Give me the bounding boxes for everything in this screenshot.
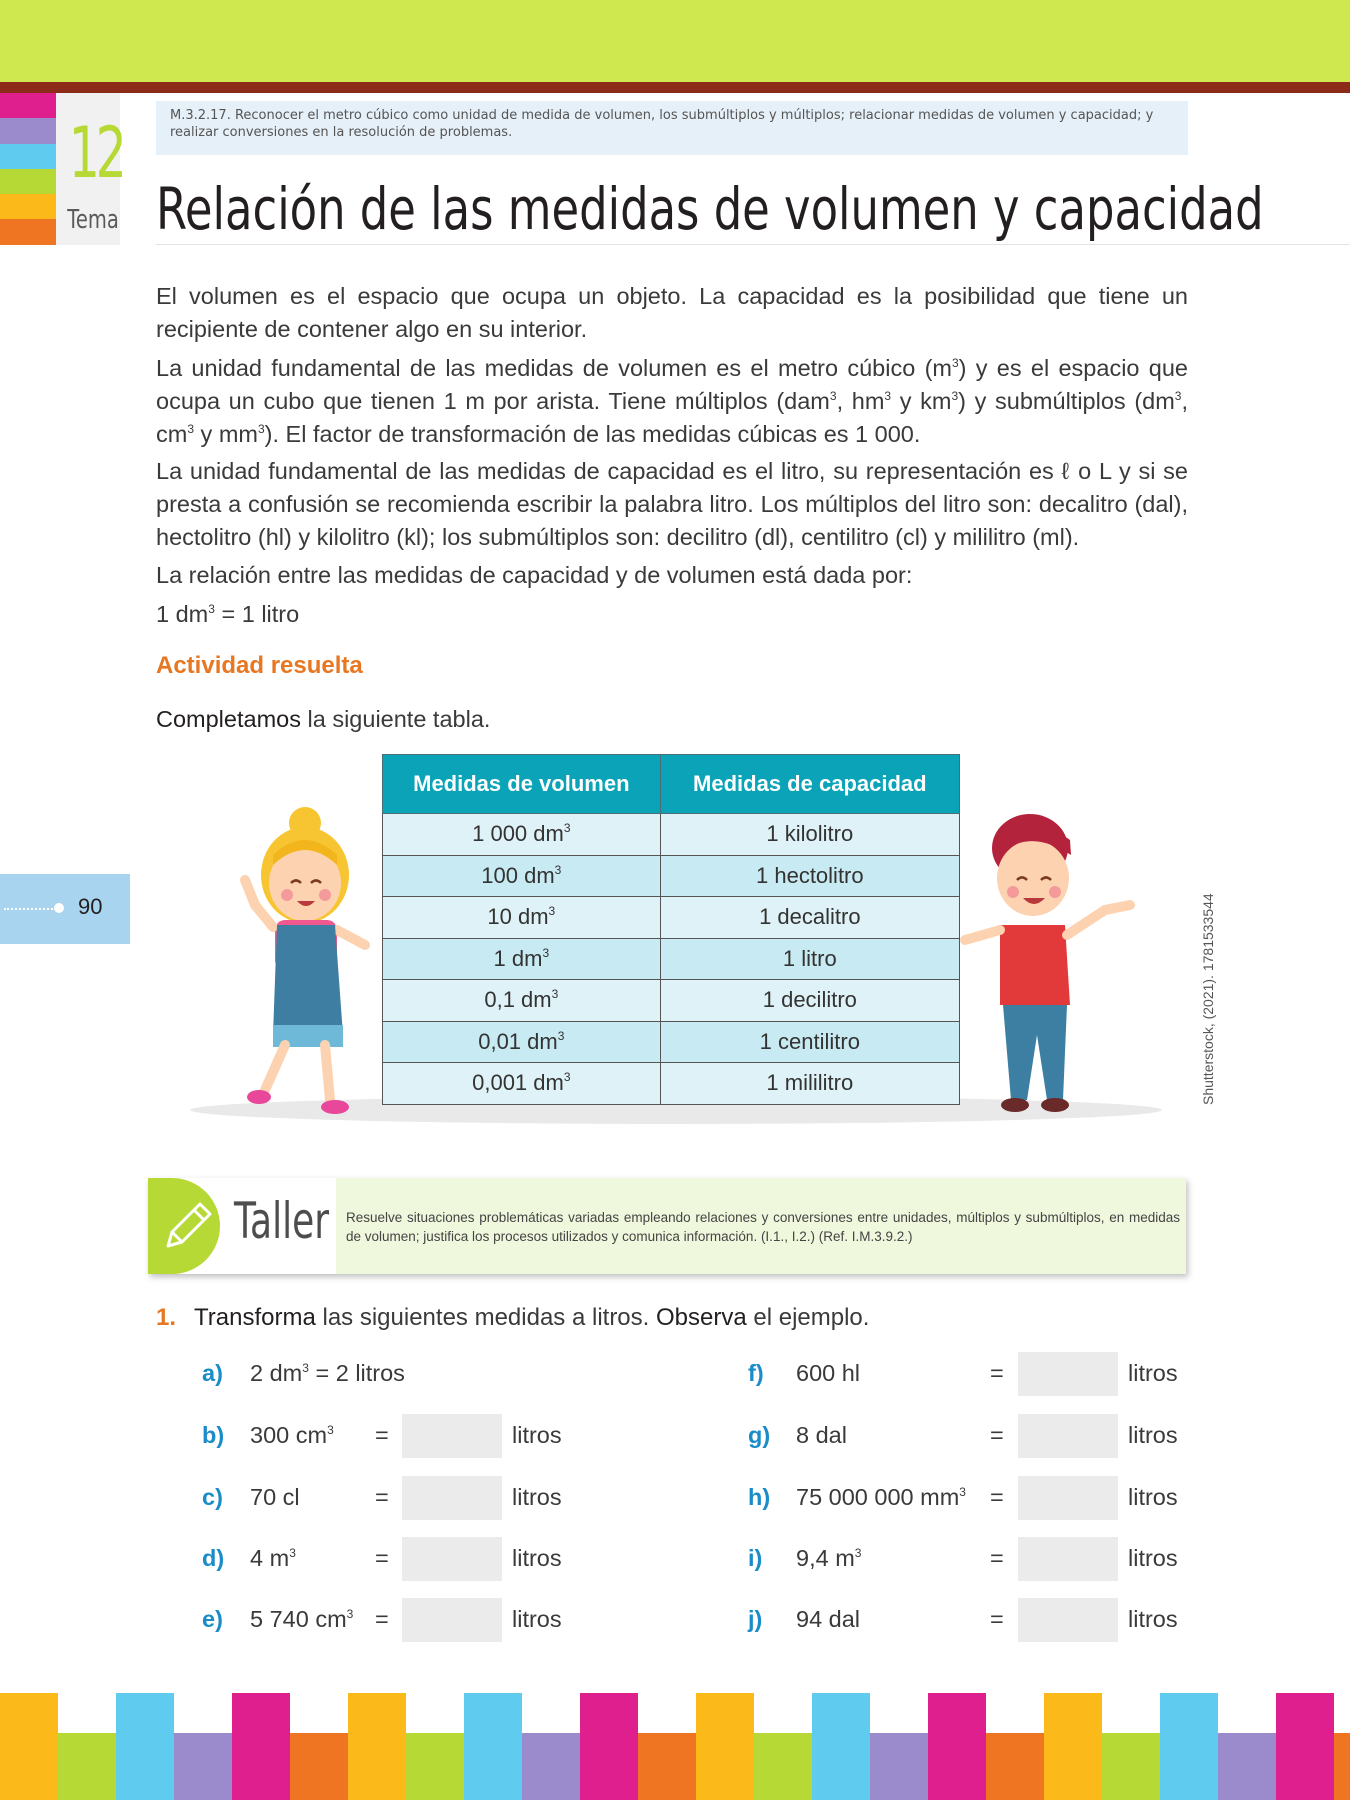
example-expression: 2 $dm^3 = 2$ litros bbox=[250, 1360, 405, 1386]
answer-input[interactable] bbox=[1018, 1537, 1118, 1581]
answer-input[interactable] bbox=[402, 1537, 502, 1581]
volume-cell: 10 $dm^3$ bbox=[383, 897, 661, 939]
tema-color-strip bbox=[0, 93, 56, 245]
answer-input[interactable] bbox=[402, 1598, 502, 1642]
paragraph-volume-capacity: El volumen es el espacio que ocupa un objeto. La capacidad es la posibilidad que tiene un recipiente de contener algo en su interior. bbox=[156, 283, 1188, 342]
capacity-cell: 1 litro bbox=[660, 938, 959, 980]
capacity-cell: 1 hectolitro bbox=[660, 855, 959, 897]
paragraph-liter: La unidad fundamental de las medidas de capacidad es el litro, su representación es ℓ o L y si se presta a confusión se recomienda escribir la palabra litro. Los múltiplos del litro son: decalitro (dal), hectolitro (hl) y kilolitro (kl); los submúltiplos son: decilitro (dl), centilitro (cl) y mililitro (ml). bbox=[156, 458, 1188, 550]
volume-cell: 1 000 $dm^3$ bbox=[383, 814, 661, 856]
exercise-item-c: c) 70 cl = litros bbox=[202, 1476, 602, 1520]
table-row bbox=[383, 938, 960, 980]
taller-description: Resuelve situaciones problemáticas variadas empleando relaciones y conversiones entre unidades, múltiplos y submúltiplos, en medidas de volumen; justifica los procesos utilizados y comunica información. (I.1., I.2.) (Ref. I.M.3.9.2.) bbox=[346, 1210, 1180, 1244]
table-row bbox=[383, 897, 960, 939]
paragraph-relation: La relación entre las medidas de capacidad y de volumen está dada por: bbox=[156, 562, 913, 588]
answer-input[interactable] bbox=[402, 1476, 502, 1520]
exercise-item-h: h) 75 000 000 $mm^3$ = litros bbox=[748, 1476, 1188, 1520]
exercise-item-f: f) 600 hl = litros bbox=[748, 1352, 1188, 1396]
taller-box bbox=[148, 1178, 1186, 1274]
capacity-cell: 1 mililitro bbox=[660, 1063, 959, 1105]
exercise-item-d: d) 4 $m^3$ = litros bbox=[202, 1537, 602, 1581]
capacity-cell: 1 decilitro bbox=[660, 980, 959, 1022]
volume-capacity-table bbox=[382, 754, 960, 1105]
image-credit: Shutterstock, (2021). 1781533544 bbox=[1200, 893, 1216, 1105]
relation-formula: 1 $dm^3 = 1$ litro bbox=[156, 601, 300, 627]
page-number-tab bbox=[0, 874, 130, 944]
title-rule bbox=[156, 244, 1350, 245]
tema-number: 12 bbox=[68, 112, 123, 194]
table-row bbox=[383, 1063, 960, 1105]
top-divider bbox=[0, 82, 1350, 93]
volume-cell: 0,1 $dm^3$ bbox=[383, 980, 661, 1022]
boy-illustration bbox=[955, 800, 1145, 1120]
activity-instruction: Completamos la siguiente tabla. bbox=[156, 706, 491, 732]
volume-cell: 0,001 $dm^3$ bbox=[383, 1063, 661, 1105]
volume-cell: 100 $dm^3$ bbox=[383, 855, 661, 897]
answer-input[interactable] bbox=[1018, 1414, 1118, 1458]
tema-label: Tema bbox=[67, 205, 119, 235]
page-number: 90 bbox=[78, 894, 103, 919]
item-letter: a) bbox=[202, 1360, 223, 1386]
table-row bbox=[383, 814, 960, 856]
girl-illustration bbox=[215, 805, 390, 1120]
page-title: Relación de las medidas de volumen y capacidad bbox=[156, 175, 1264, 243]
volume-cell: 0,01 $dm^3$ bbox=[383, 1021, 661, 1063]
exercise-item-a bbox=[202, 1352, 602, 1396]
table-header-capacity: Medidas de capacidad bbox=[660, 755, 959, 814]
table-row bbox=[383, 1021, 960, 1063]
volume-cell: 1 $dm^3$ bbox=[383, 938, 661, 980]
table-header-volume: Medidas de volumen bbox=[383, 755, 661, 814]
capacity-cell: 1 kilolitro bbox=[660, 814, 959, 856]
exercise-item-b: b) 300 $cm^3$ = litros bbox=[202, 1414, 602, 1458]
activity-title: Actividad resuelta bbox=[156, 652, 363, 679]
exercise-item-e: e) 5 740 $cm^3$ = litros bbox=[202, 1598, 602, 1642]
exercise-item-i: i) 9,4 $m^3$ = litros bbox=[748, 1537, 1188, 1581]
exercise-item-j: j) 94 dal = litros bbox=[748, 1598, 1188, 1642]
capacity-cell: 1 decalitro bbox=[660, 897, 959, 939]
table-row bbox=[383, 980, 960, 1022]
top-color-band bbox=[0, 0, 1350, 82]
exercise-item-g: g) 8 dal = litros bbox=[748, 1414, 1188, 1458]
answer-input[interactable] bbox=[1018, 1598, 1118, 1642]
answer-input[interactable] bbox=[1018, 1352, 1118, 1396]
answer-input[interactable] bbox=[402, 1414, 502, 1458]
paragraph-cubic-meter: La unidad fundamental de las medidas de volumen es el metro cúbico $(m^3)$ y es el espacio que ocupa un cubo que tienen 1 m por arista. Tiene múltiplos (dam$^3$, $hm^3$ y $km^3$) y submúltiplos ($dm^3$, $cm^3$ y $mm^3$). El factor de transformación de las medidas cúbicas es 1 000. bbox=[156, 355, 1189, 447]
curriculum-objective: M.3.2.17. Reconocer el metro cúbico como unidad de medida de volumen, los submúltiplos y múltiplos; relacionar medidas de volumen y capacidad; y realizar conversiones en la resolución de problemas. bbox=[156, 101, 1188, 155]
exercise-instruction: 1. Transforma las siguientes medidas a litros. Observa el ejemplo. bbox=[156, 1304, 870, 1331]
taller-label: Taller bbox=[234, 1192, 330, 1250]
answer-input[interactable] bbox=[1018, 1476, 1118, 1520]
bottom-decoration bbox=[0, 1693, 1350, 1800]
pencil-icon bbox=[158, 1198, 216, 1256]
capacity-cell: 1 centilitro bbox=[660, 1021, 959, 1063]
table-row bbox=[383, 855, 960, 897]
